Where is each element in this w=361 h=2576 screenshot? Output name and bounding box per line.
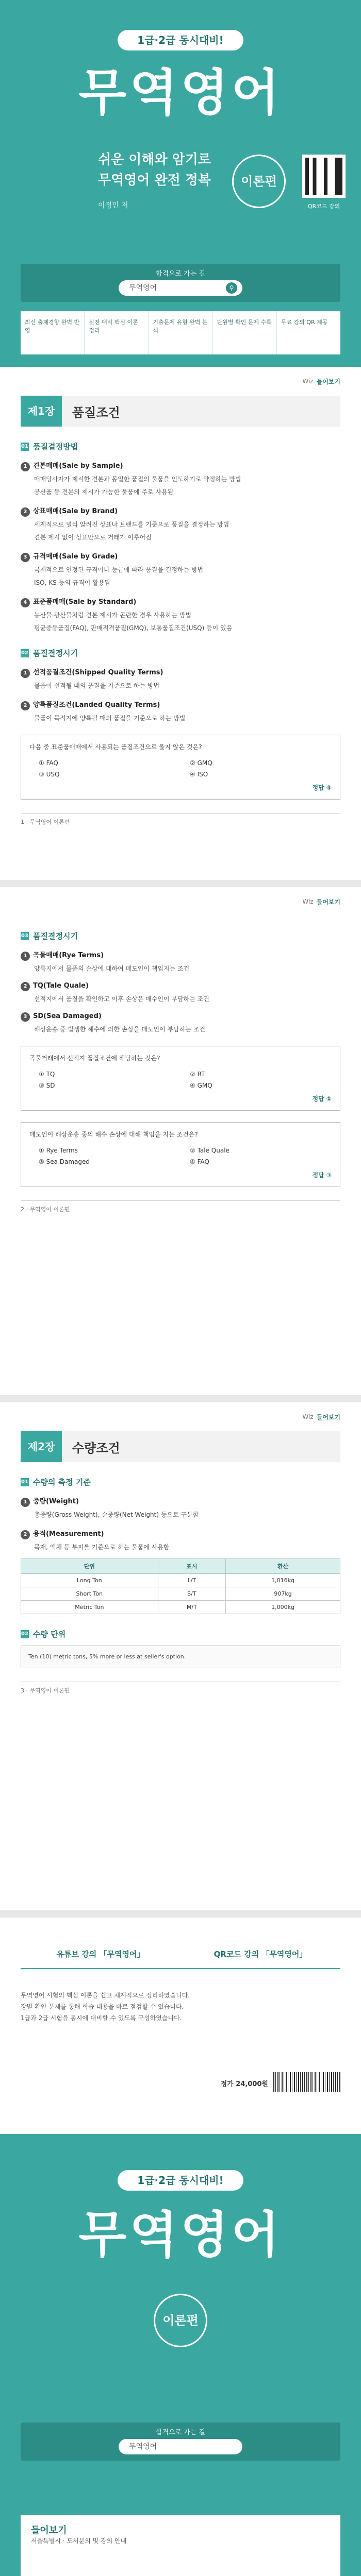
search-label: 합격으로 가는 길 (155, 270, 206, 278)
quiz-box (21, 1046, 340, 1111)
search-box[interactable] (119, 280, 242, 296)
sub-heading: 3 규격매매(Sale by Grade) (21, 551, 340, 562)
feature-item: 기출문제 유형 완벽 분석 (149, 311, 212, 354)
cover-badge: 1급·2급 동시대비! (118, 30, 243, 50)
section-heading (21, 1629, 340, 1639)
bullet-text: ISO, KS 등의 규격이 활용됨 (34, 579, 110, 586)
quiz-question: 매도인이 해상운송 중의 해수 손상에 대해 책임을 지는 조건은? (29, 1131, 198, 1138)
quiz-option[interactable]: ④ FAQ (190, 1158, 209, 1165)
section-heading (21, 441, 340, 452)
section-marker-icon: 01 (21, 1478, 29, 1486)
bullet-text: 세계적으로 널리 알려진 상표나 브랜드를 기준으로 품질을 결정하는 방법 (34, 521, 229, 528)
price-row (21, 2072, 340, 2093)
bullet-text: 선적지에서 품질을 확인하고 이후 손상은 매수인이 부담하는 조건 (34, 995, 209, 1003)
blurb-line: 1급과 2급 시험을 동시에 대비할 수 있도록 구성하였습니다. (21, 2014, 182, 2022)
bullet-text: 물품이 선적될 때의 품질을 기준으로 하는 방법 (34, 682, 160, 689)
section-title: 수량의 측정 기준 (33, 1478, 91, 1487)
search-box[interactable] (119, 2439, 242, 2454)
bullet-text: 총중량(Gross Weight), 순중량(Net Weight) 등으로 구분함 (34, 1511, 199, 1518)
chapter-number: 제2장 (21, 1431, 62, 1462)
column-header: 환산 (226, 1559, 340, 1574)
table-cell: Short Ton (21, 1587, 158, 1601)
feature-item: 실전 대비 핵심 이론 정리 (85, 311, 149, 354)
number-icon: 1 (21, 462, 30, 471)
chapter-number: 제1장 (21, 396, 62, 427)
brand-row (21, 367, 340, 396)
cover-author: 이정민 저 (98, 201, 128, 210)
cover-tagline (98, 149, 211, 191)
brand-prefix: Wiz (302, 898, 314, 905)
quiz-option[interactable]: ② GMQ (190, 759, 212, 767)
feature-list (21, 311, 340, 354)
qr-label: QR코드 강의 (307, 203, 340, 210)
quiz-options (29, 1145, 332, 1167)
table-cell: M/T (158, 1601, 225, 1614)
quiz-question: 곡물거래에서 선적지 품질조건에 해당하는 것은? (29, 1055, 160, 1062)
search-label: 합격으로 가는 길 (155, 2429, 206, 2436)
brand-row (21, 1402, 340, 1431)
section-heading (21, 1477, 340, 1487)
cover-title: 무역영어 (78, 65, 283, 121)
section-marker-icon: 02 (21, 649, 29, 657)
tagline-line-1: 쉬운 이해와 암기로 (98, 152, 211, 167)
sub-heading: 2 용적(Measurement) (21, 1528, 340, 1539)
section-marker-icon: 03 (21, 932, 29, 940)
brand-row (21, 887, 340, 916)
quiz-option[interactable]: ③ USQ (39, 771, 60, 778)
publisher-info: 서울특별시 · 도서문의 및 강의 안내 (31, 2537, 127, 2545)
back-blurb (21, 1990, 340, 2024)
bullet-text: 국제적으로 인정된 규격이나 등급에 따라 품질을 결정하는 방법 (34, 566, 204, 573)
sub-heading: 1 견본매매(Sale by Sample) (21, 460, 340, 471)
page-footnote: 3 · 무역영어 이론편 (21, 1682, 340, 1706)
section-title: 수량 단위 (33, 1630, 66, 1639)
table-row (21, 1601, 340, 1614)
bullet-text: 양륙지에서 물품의 손상에 대하여 매도인이 책임지는 조건 (34, 965, 190, 972)
quiz-option[interactable]: ② RT (190, 1071, 205, 1078)
cover-search-bar (21, 2422, 340, 2461)
sub-heading: 3 SD(Sea Damaged) (21, 1012, 340, 1022)
qr-code-icon[interactable] (302, 155, 346, 198)
quiz-question: 다음 중 표준품매매에서 사용되는 품질조건으로 옳지 않은 것은? (29, 743, 202, 751)
section-title: 품질결정시기 (33, 649, 78, 658)
page-footnote: 2 · 무역영어 이론편 (21, 1200, 340, 1225)
quiz-option[interactable]: ① FAQ (39, 759, 58, 767)
barcode-icon (273, 2072, 340, 2092)
page-chapter-2 (0, 1402, 361, 1918)
column-header: 표시 (158, 1559, 225, 1574)
bullet-text: 공산품 등 견본의 제시가 가능한 물품에 주로 사용됨 (34, 488, 174, 496)
unit-table (21, 1558, 340, 1614)
bullet-text: 매매당사자가 제시한 견본과 동일한 품질의 물품을 인도하기로 약정하는 방법 (34, 476, 241, 483)
table-row (21, 1587, 340, 1601)
bullet-text: 견본 제시 없이 상표만으로 거래가 이루어짐 (34, 534, 152, 541)
number-icon: 1 (21, 952, 30, 961)
cover-search-bar (21, 264, 340, 302)
sub-heading: 2 양륙품질조건(Landed Quality Terms) (21, 699, 340, 710)
brand-prefix: Wiz (302, 378, 314, 385)
brand-prefix: Wiz (302, 1413, 314, 1420)
cover-badge: 1급·2급 동시대비! (118, 2170, 243, 2191)
bullet-text: 농산물·광산물처럼 견본 제시가 곤란한 경우 사용하는 방법 (34, 612, 191, 619)
table-cell: S/T (158, 1587, 225, 1601)
front-cover (0, 0, 361, 367)
quiz-option[interactable]: ④ GMQ (190, 1082, 212, 1089)
chapter-banner (21, 396, 340, 427)
tagline-line-2: 무역영어 완전 정복 (98, 173, 211, 188)
section-heading (21, 930, 340, 941)
search-icon[interactable]: ⚲ (226, 282, 237, 294)
bullet-text: 해상운송 중 발생한 해수에 의한 손상을 매도인이 부담하는 조건 (34, 1026, 205, 1033)
table-cell: Long Ton (21, 1574, 158, 1587)
page-footnote: 1 · 무역영어 이론편 (21, 813, 340, 837)
chapter-title: 품질조건 (72, 405, 120, 420)
quiz-answer: 정답 ④ (312, 784, 332, 791)
table-cell: Metric Ton (21, 1601, 158, 1614)
chapter-title: 수량조건 (72, 1440, 120, 1455)
quiz-box (21, 735, 340, 800)
chapter-banner (21, 1431, 340, 1462)
number-icon: 1 (21, 669, 30, 678)
example-box: Ten (10) metric tons, 5% more or less at seller's option. (21, 1646, 340, 1668)
instructor-label: QR코드 강의 「무역영어」 (180, 1938, 340, 1969)
number-icon: 2 (21, 982, 30, 991)
back-cover (0, 1918, 361, 2576)
number-icon: 3 (21, 553, 30, 562)
brand-name: 들어보기 (316, 378, 340, 385)
feature-item: 무료 강의 QR 제공 (281, 319, 328, 326)
table-cell: 1,000kg (226, 1601, 340, 1614)
sub-heading: 4 표준품매매(Sale by Standard) (21, 596, 340, 607)
page-chapter-1 (0, 367, 361, 887)
blurb-line: 장별 확인 문제를 통해 학습 내용을 바로 점검할 수 있습니다. (21, 2003, 184, 2010)
publisher-box (21, 2515, 340, 2576)
column-header: 단위 (21, 1559, 158, 1574)
section-marker-icon: 01 (21, 443, 29, 451)
brand-name: 들어보기 (316, 898, 340, 906)
table-row (21, 1574, 340, 1587)
search-term: 무역영어 (129, 2443, 157, 2451)
sub-heading: 2 TQ(Tale Quale) (21, 982, 340, 991)
price-label: 정가 24,000원 (220, 2080, 268, 2088)
number-icon: 4 (21, 598, 30, 607)
number-icon: 2 (21, 701, 30, 710)
brand-name: 들어보기 (316, 1413, 340, 1421)
bullet-text: 물품이 목적지에 양륙될 때의 품질을 기준으로 하는 방법 (34, 715, 186, 722)
quiz-answer: 정답 ③ (312, 1172, 332, 1179)
edition-badge: 이론편 (154, 2294, 207, 2347)
instructor-label: 유튜브 강의 「무역영어」 (21, 1938, 180, 1969)
search-term: 무역영어 (129, 284, 157, 292)
bullet-text: 평균중등품질(FAQ), 판매적격품질(GMQ), 보통품질조건(USQ) 등이 있음 (34, 624, 233, 632)
quiz-option[interactable]: ① TQ (39, 1071, 55, 1078)
number-icon: 2 (21, 1530, 30, 1539)
instructor-row (21, 1938, 340, 1969)
table-cell: L/T (158, 1574, 225, 1587)
quiz-option[interactable]: ③ SD (39, 1082, 55, 1089)
table-cell: 1,016kg (226, 1574, 340, 1587)
table-header-row (21, 1559, 340, 1574)
number-icon: 2 (21, 507, 30, 517)
sub-heading: 1 곡물매매(Rye Terms) (21, 950, 340, 961)
cover-title: 무역영어 (78, 2206, 283, 2264)
sub-heading: 2 상표매매(Sale by Brand) (21, 505, 340, 517)
back-cover-panel (0, 2134, 361, 2576)
feature-item: 단원별 확인 문제 수록 (213, 311, 277, 354)
page-chapter-1-continued (0, 887, 361, 1402)
quiz-option[interactable]: ② Tale Quale (190, 1147, 229, 1154)
publisher-name: 들어보기 (31, 2525, 67, 2536)
bullet-text: 목재, 액체 등 부피를 기준으로 하는 물품에 사용함 (34, 1544, 170, 1551)
blurb-line: 무역영어 시험의 핵심 이론을 쉽고 체계적으로 정리하였습니다. (21, 1992, 190, 1999)
table-cell: 907kg (226, 1587, 340, 1601)
section-title: 품질결정시기 (33, 931, 78, 941)
section-marker-icon: 02 (21, 1630, 29, 1638)
quiz-options (29, 1069, 332, 1091)
sub-heading: 1 선적품질조건(Shipped Quality Terms) (21, 667, 340, 678)
sub-heading: 1 중량(Weight) (21, 1496, 340, 1507)
number-icon: 3 (21, 1012, 30, 1022)
edition-badge: 이론편 (232, 155, 286, 208)
section-title: 품질결정방법 (33, 442, 78, 451)
quiz-box (21, 1122, 340, 1187)
number-icon: 1 (21, 1498, 30, 1507)
quiz-option[interactable]: ① Rye Terms (39, 1147, 78, 1154)
quiz-answer: 정답 ① (312, 1095, 332, 1103)
feature-item: 최신 출제경향 완벽 반영 (21, 311, 85, 354)
quiz-option[interactable]: ③ Sea Damaged (39, 1158, 90, 1165)
section-heading (21, 648, 340, 658)
quiz-option[interactable]: ④ ISO (190, 771, 208, 778)
quiz-options (29, 757, 332, 780)
